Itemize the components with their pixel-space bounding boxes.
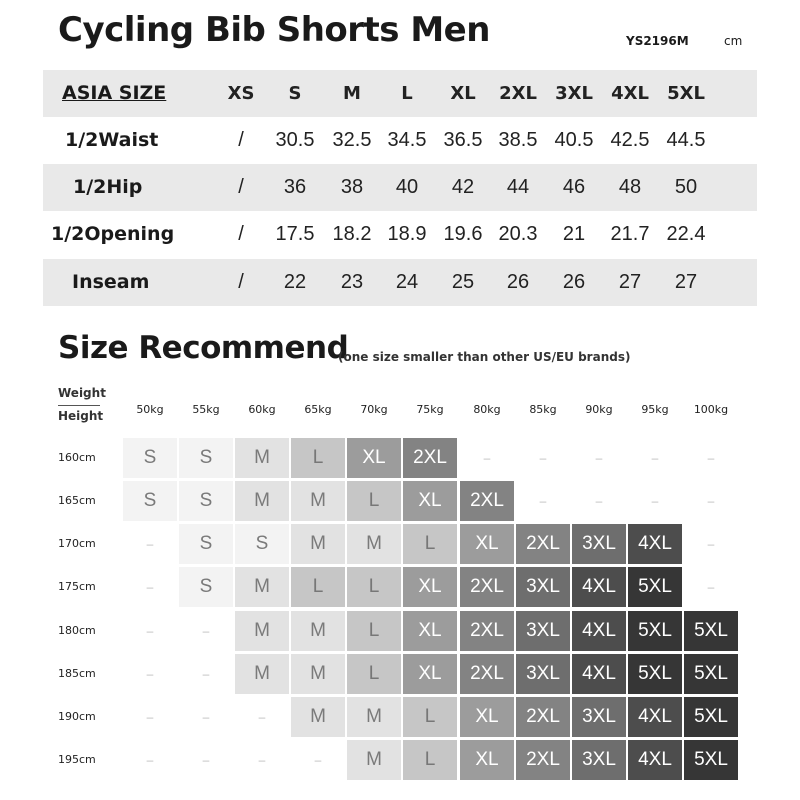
recommended-size-cell: XL <box>460 740 514 780</box>
measurement-label: 1/2Opening <box>51 223 175 245</box>
measurement-value: 36 <box>283 176 307 198</box>
size-header-cell: 5XL <box>667 83 705 104</box>
size-header-label: ASIA SIZE <box>62 82 167 104</box>
weight-column-label: 100kg <box>693 403 729 416</box>
empty-cell: – <box>146 624 154 638</box>
empty-cell: – <box>146 710 154 724</box>
recommended-size-cell: 2XL <box>516 524 570 564</box>
recommended-size-cell: L <box>403 697 457 737</box>
recommended-size-cell: 3XL <box>572 697 626 737</box>
empty-cell: – <box>483 451 491 465</box>
empty-cell: – <box>202 710 210 724</box>
recommended-size-cell: 2XL <box>403 438 457 478</box>
page-title: Cycling Bib Shorts Men <box>58 10 490 50</box>
measurement-value: 21 <box>562 223 586 245</box>
height-row-label: 160cm <box>58 451 96 464</box>
measurement-value: / <box>238 176 244 198</box>
recommended-size-cell: XL <box>403 481 457 521</box>
height-axis-label: Height <box>58 409 104 423</box>
measurement-value: 30.5 <box>275 129 315 151</box>
recommended-size-cell: M <box>235 567 289 607</box>
recommended-size-cell: 4XL <box>628 697 682 737</box>
measurement-value: 50 <box>674 176 698 198</box>
measurement-value: 26 <box>562 271 586 293</box>
measurement-value: 34.5 <box>387 129 427 151</box>
recommended-size-cell: L <box>291 567 345 607</box>
empty-cell: – <box>707 451 715 465</box>
recommended-size-cell: 4XL <box>572 567 626 607</box>
measurement-label: Inseam <box>72 271 150 293</box>
measurement-value: 27 <box>674 271 698 293</box>
recommended-size-cell: L <box>403 740 457 780</box>
size-header-cell: 2XL <box>499 83 537 104</box>
measurement-value: 40 <box>395 176 419 198</box>
measurement-value: / <box>238 129 244 151</box>
recommended-size-cell: M <box>291 481 345 521</box>
weight-column-label: 80kg <box>473 403 501 416</box>
measurement-value: 22 <box>283 271 307 293</box>
measurement-value: 48 <box>618 176 642 198</box>
empty-cell: – <box>146 667 154 681</box>
recommended-size-cell: 5XL <box>628 654 682 694</box>
measurement-value: 20.3 <box>498 223 538 245</box>
measurement-value: 18.9 <box>387 223 427 245</box>
recommended-size-cell: XL <box>403 611 457 651</box>
empty-cell: – <box>146 537 154 551</box>
recommended-size-cell: 2XL <box>516 740 570 780</box>
measurement-value: 42.5 <box>610 129 650 151</box>
recommended-size-cell: S <box>123 481 177 521</box>
size-header-row <box>43 70 757 117</box>
size-header-cell: S <box>288 83 302 104</box>
empty-cell: – <box>202 624 210 638</box>
measurement-value: / <box>238 223 244 245</box>
measurement-value: 26 <box>506 271 530 293</box>
measurement-value: 42 <box>451 176 475 198</box>
size-recommend-note: (one size smaller than other US/EU brands) <box>338 350 631 364</box>
weight-axis-label: Weight <box>58 386 106 400</box>
height-row-label: 185cm <box>58 667 96 680</box>
measurement-value: 24 <box>395 271 419 293</box>
recommended-size-cell: 5XL <box>684 611 738 651</box>
recommended-size-cell: S <box>235 524 289 564</box>
recommended-size-cell: 3XL <box>516 654 570 694</box>
recommended-size-cell: 3XL <box>516 567 570 607</box>
weight-column-label: 75kg <box>416 403 444 416</box>
weight-column-label: 85kg <box>529 403 557 416</box>
recommended-size-cell: XL <box>460 524 514 564</box>
measurement-value: 17.5 <box>275 223 315 245</box>
empty-cell: – <box>707 537 715 551</box>
weight-column-label: 90kg <box>585 403 613 416</box>
recommended-size-cell: M <box>291 697 345 737</box>
height-row-label: 165cm <box>58 494 96 507</box>
empty-cell: – <box>595 451 603 465</box>
empty-cell: – <box>651 451 659 465</box>
recommended-size-cell: XL <box>347 438 401 478</box>
recommended-size-cell: 4XL <box>628 524 682 564</box>
measurement-value: 18.2 <box>332 223 372 245</box>
size-recommend-title: Size Recommend <box>58 330 349 366</box>
size-header-cell: XS <box>227 83 255 104</box>
measurement-value: 19.6 <box>443 223 483 245</box>
empty-cell: – <box>595 494 603 508</box>
recommended-size-cell: 4XL <box>572 654 626 694</box>
empty-cell: – <box>651 494 659 508</box>
recommended-size-cell: M <box>291 654 345 694</box>
size-row <box>43 259 757 306</box>
measurement-value: 38.5 <box>498 129 538 151</box>
size-header-cell: L <box>401 83 413 104</box>
measurement-value: 32.5 <box>332 129 372 151</box>
recommended-size-cell: M <box>235 654 289 694</box>
recommended-size-cell: 3XL <box>572 524 626 564</box>
recommended-size-cell: M <box>291 524 345 564</box>
measurement-value: 23 <box>340 271 364 293</box>
measurement-label: 1/2Waist <box>65 129 159 151</box>
size-header-cell: 4XL <box>611 83 649 104</box>
size-row <box>43 164 757 211</box>
empty-cell: – <box>707 580 715 594</box>
measurement-value: 25 <box>451 271 475 293</box>
size-header-cell: XL <box>450 83 476 104</box>
recommended-size-cell: XL <box>403 654 457 694</box>
recommended-size-cell: M <box>235 438 289 478</box>
recommended-size-cell: L <box>347 611 401 651</box>
recommended-size-cell: 2XL <box>460 567 514 607</box>
recommended-size-cell: L <box>291 438 345 478</box>
axis-divider <box>58 405 100 406</box>
empty-cell: – <box>146 580 154 594</box>
unit-label: cm <box>724 34 743 48</box>
size-header-cell: 3XL <box>555 83 593 104</box>
recommended-size-cell: 3XL <box>516 611 570 651</box>
recommended-size-cell: L <box>347 481 401 521</box>
recommended-size-cell: M <box>291 611 345 651</box>
empty-cell: – <box>539 494 547 508</box>
size-row <box>43 117 757 164</box>
recommended-size-cell: 2XL <box>460 611 514 651</box>
recommended-size-cell: 4XL <box>628 740 682 780</box>
recommended-size-cell: 2XL <box>516 697 570 737</box>
recommended-size-cell: S <box>179 524 233 564</box>
measurement-value: 21.7 <box>610 223 650 245</box>
recommended-size-cell: S <box>179 567 233 607</box>
measurement-value: 36.5 <box>443 129 483 151</box>
recommended-size-cell: M <box>235 611 289 651</box>
empty-cell: – <box>707 494 715 508</box>
measurement-value: 22.4 <box>666 223 706 245</box>
size-header-cell: M <box>343 83 361 104</box>
measurement-value: 44.5 <box>666 129 706 151</box>
recommended-size-cell: S <box>123 438 177 478</box>
recommended-size-cell: S <box>179 438 233 478</box>
height-row-label: 175cm <box>58 580 96 593</box>
measurement-value: / <box>238 271 244 293</box>
empty-cell: – <box>539 451 547 465</box>
empty-cell: – <box>146 753 154 767</box>
product-code: YS2196M <box>626 34 689 48</box>
recommended-size-cell: M <box>235 481 289 521</box>
measurement-value: 44 <box>506 176 530 198</box>
measurement-value: 46 <box>562 176 586 198</box>
weight-column-label: 95kg <box>641 403 669 416</box>
size-row <box>43 211 757 258</box>
empty-cell: – <box>314 753 322 767</box>
empty-cell: – <box>202 667 210 681</box>
recommended-size-cell: 3XL <box>572 740 626 780</box>
recommended-size-cell: 5XL <box>684 697 738 737</box>
recommended-size-cell: 5XL <box>684 740 738 780</box>
height-row-label: 190cm <box>58 710 96 723</box>
recommended-size-cell: L <box>347 567 401 607</box>
recommended-size-cell: 5XL <box>684 654 738 694</box>
measurement-value: 38 <box>340 176 364 198</box>
empty-cell: – <box>258 710 266 724</box>
measurement-value: 27 <box>618 271 642 293</box>
recommended-size-cell: L <box>347 654 401 694</box>
weight-column-label: 70kg <box>360 403 388 416</box>
recommended-size-cell: XL <box>403 567 457 607</box>
recommended-size-cell: M <box>347 740 401 780</box>
weight-column-label: 60kg <box>248 403 276 416</box>
recommended-size-cell: 5XL <box>628 567 682 607</box>
weight-column-label: 65kg <box>304 403 332 416</box>
measurement-label: 1/2Hip <box>73 176 143 198</box>
recommended-size-cell: L <box>403 524 457 564</box>
height-row-label: 170cm <box>58 537 96 550</box>
recommended-size-cell: 2XL <box>460 481 514 521</box>
empty-cell: – <box>258 753 266 767</box>
recommended-size-cell: 4XL <box>572 611 626 651</box>
height-row-label: 195cm <box>58 753 96 766</box>
recommended-size-cell: 2XL <box>460 654 514 694</box>
recommended-size-cell: 5XL <box>628 611 682 651</box>
height-row-label: 180cm <box>58 624 96 637</box>
weight-column-label: 55kg <box>192 403 220 416</box>
empty-cell: – <box>202 753 210 767</box>
recommended-size-cell: M <box>347 524 401 564</box>
recommended-size-cell: M <box>347 697 401 737</box>
weight-column-label: 50kg <box>136 403 164 416</box>
recommended-size-cell: S <box>179 481 233 521</box>
measurement-value: 40.5 <box>554 129 594 151</box>
recommended-size-cell: XL <box>460 697 514 737</box>
